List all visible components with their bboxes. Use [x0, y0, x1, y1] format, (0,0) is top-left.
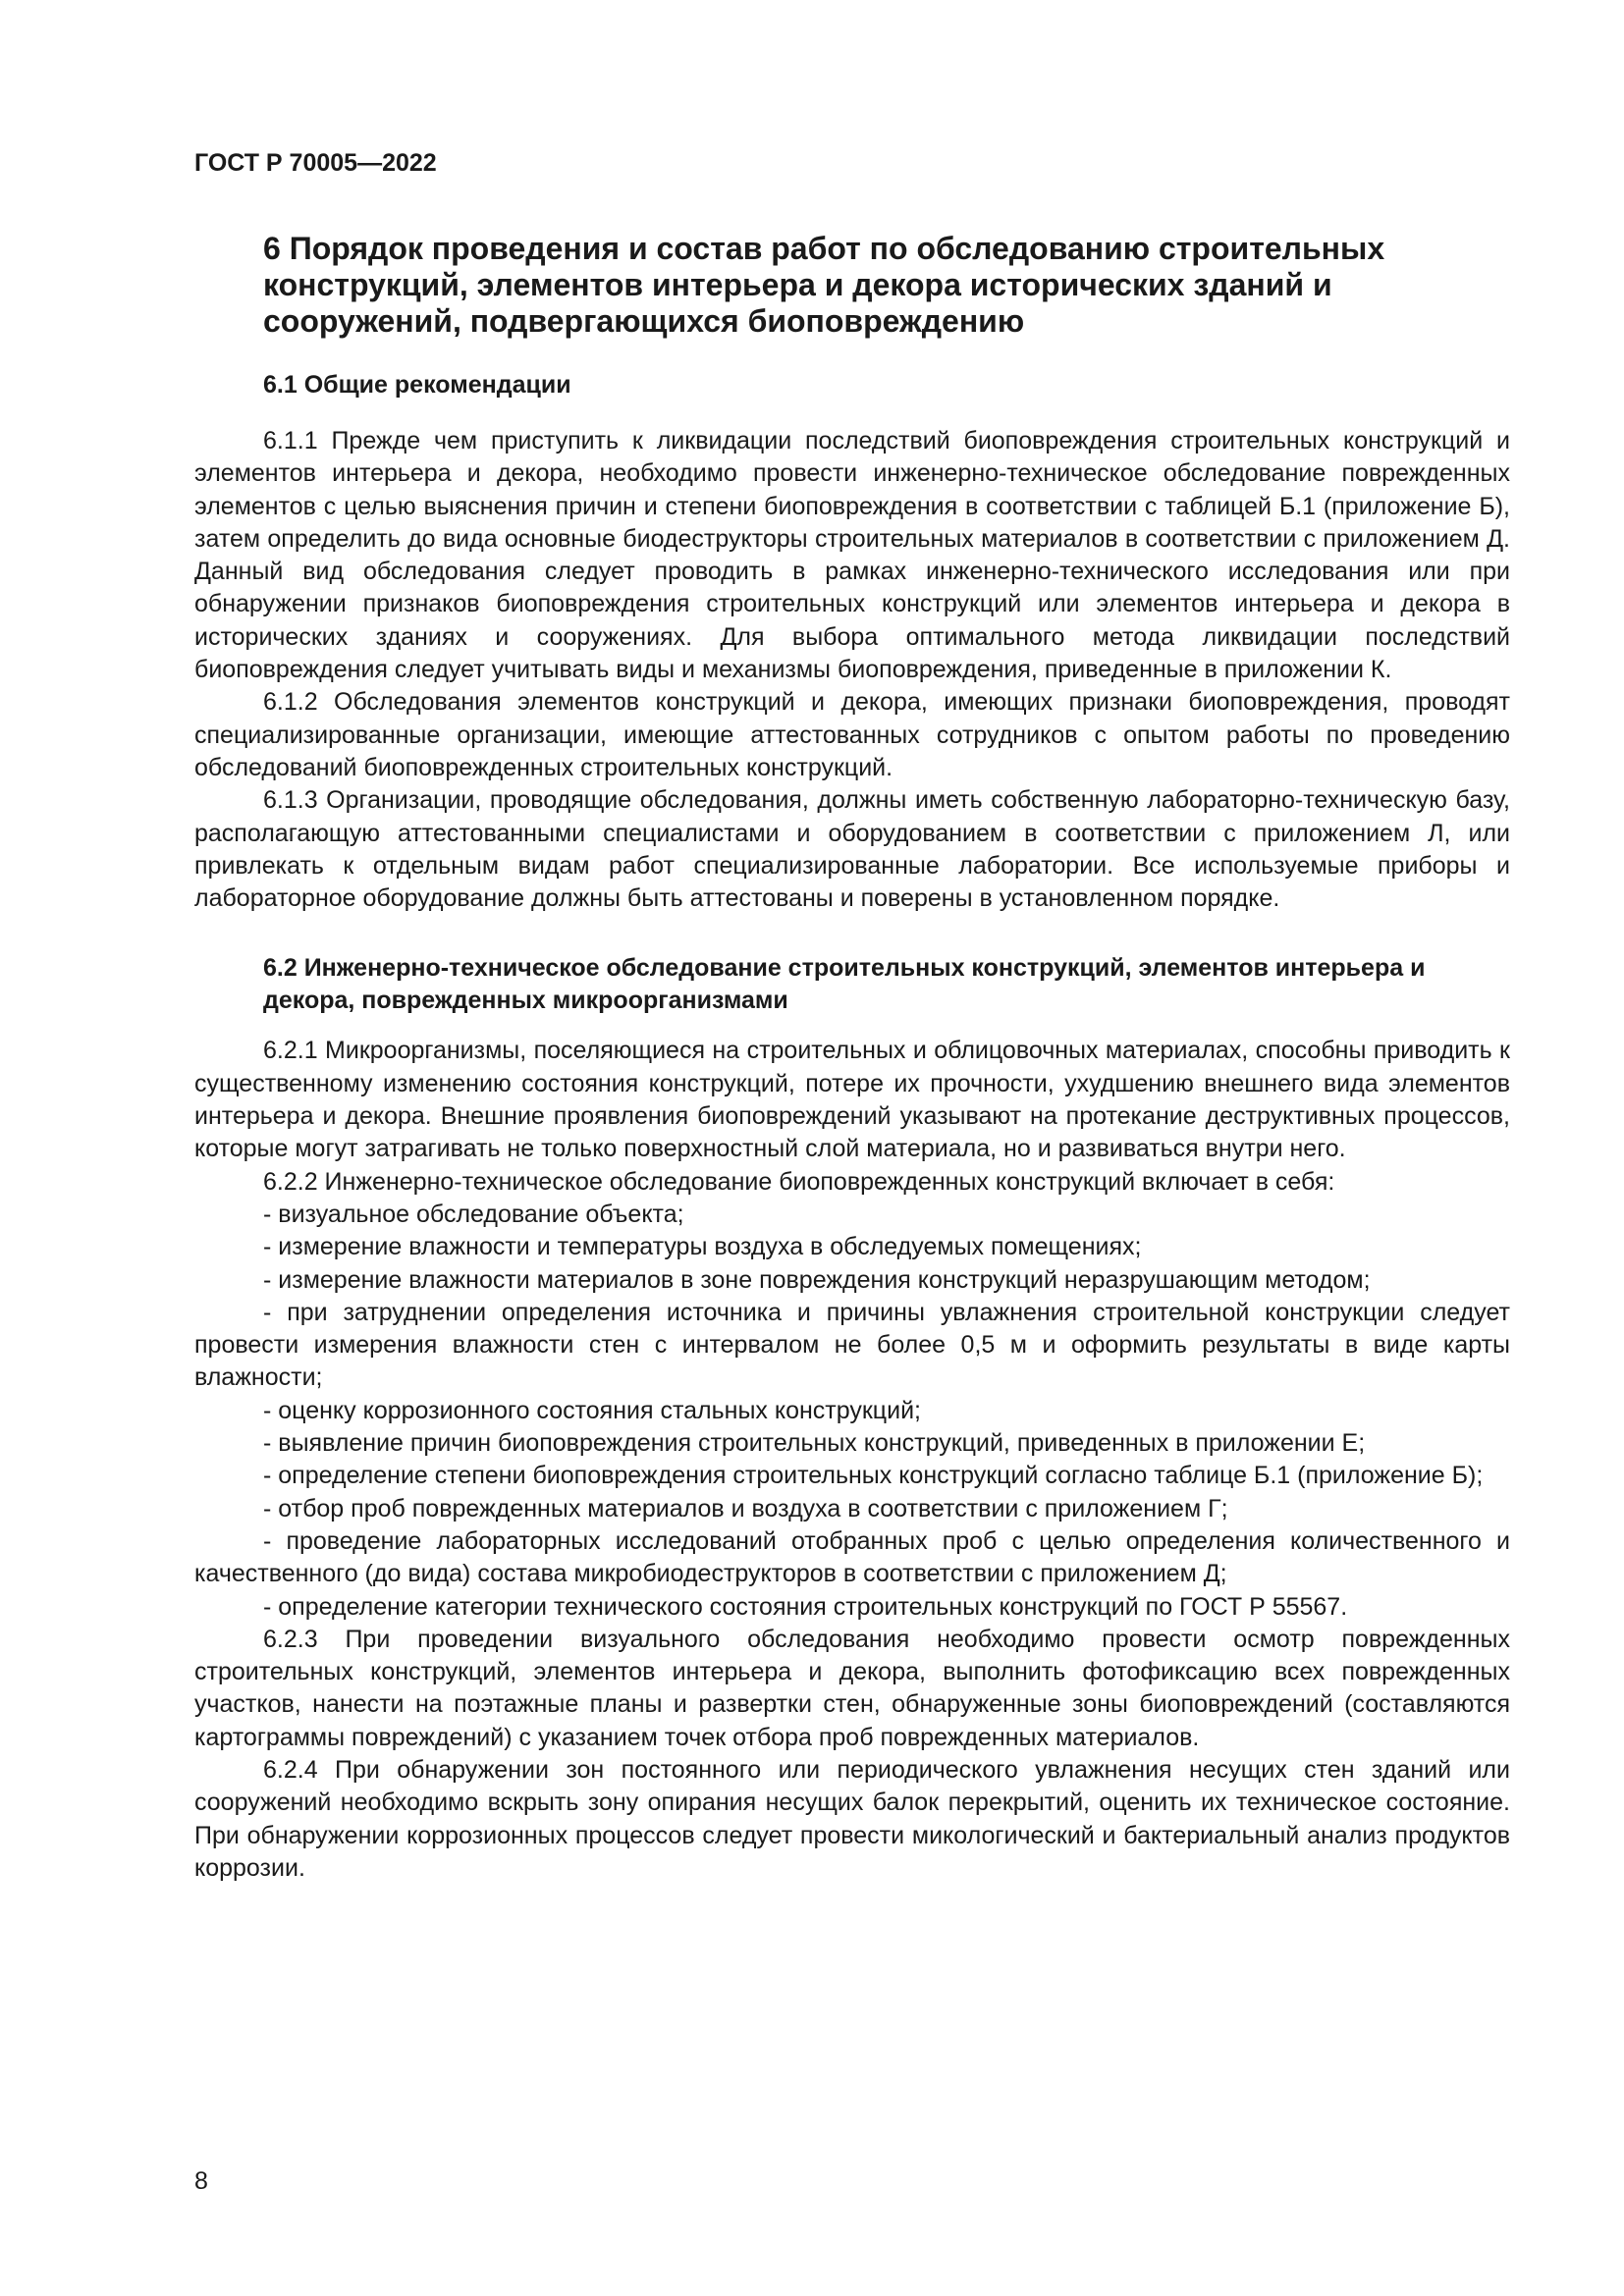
paragraph-6-2-1: 6.2.1 Микроорганизмы, поселяющиеся на строительных и облицовочных материалах, способны приводить к существенному изменению состояния конструкций, потере их прочности, ухудшению внешнего вида элементов интерьера и декора. Внешние проявления биоповреждений указывают на протекание деструктивных процессов, которые могут затрагивать не только поверхностный слой материала, но и развиваться внутри него. [194, 1037, 1510, 1163]
list-item: ‑ проведение лабораторных исследований отобранных проб с целью определения количественного и качественного (до вида) состава микробиодеструкторов в соответствии с приложением Д; [194, 1525, 1510, 1591]
section-6-title: 6 Порядок проведения и состав работ по обследованию строительных конструкций, элементов интерьера и декора исторических зданий и сооружений, подвергающихся биоповреждению [263, 231, 1385, 339]
dash-bullet [263, 1429, 278, 1457]
dash-bullet [263, 1462, 278, 1489]
list-item: ‑ визуальное обследование объекта; [194, 1199, 1510, 1231]
paragraph-6-1-3: 6.1.3 Организации, проводящие обследования, должны иметь собственную лабораторно-техническую базу, располагающую аттестованными специалистами и оборудованием в соответствии с приложением Л, или привлекать к отдельным видам работ специализированные лаборатории. Все используемые приборы и лабораторное оборудование должны быть аттестованы и поверены в установленном порядке. [194, 786, 1510, 913]
list-item: ‑ измерение влажности и температуры воздуха в обследуемых помещениях; [194, 1231, 1510, 1263]
page-number: 8 [194, 2167, 208, 2195]
list-item: ‑ при затруднении определения источника и причины увлажнения строительной конструкции следует провести измерения влажности стен с интервалом не более 0,5 м и оформить результаты в виде карты влажности; [194, 1297, 1510, 1395]
list-item: ‑ оценку коррозионного состояния стальных конструкций; [194, 1395, 1510, 1427]
subsection-6-2-title: 6.2 Инженерно-техническое обследование строительных конструкций, элементов интерьера и декора, поврежденных микроорганизмами [263, 954, 1426, 1015]
list-item: ‑ отбор проб поврежденных материалов и воздуха в соответствии с приложением Г; [194, 1493, 1510, 1525]
dash-bullet [263, 1397, 278, 1424]
document-code-header: ГОСТ Р 70005—2022 [194, 149, 437, 177]
dash-bullet [263, 1527, 286, 1555]
dash-bullet [263, 1495, 278, 1522]
document-page [194, 147, 1510, 1885]
paragraph-6-1-1: 6.1.1 Прежде чем приступить к ликвидации последствий биоповреждения строительных конструкций и элементов интерьера и декора, необходимо провести инженерно-техническое обследование поврежденных элементов с целью выяснения причин и степени биоповреждения в соответствии с таблицей Б.1 (приложение Б), затем определить до вида основные биодеструкторы строительных материалов в соответствии с приложением Д. Данный вид обследования следует проводить в рамках инженерно-технического исследования или при обнаружении признаков биоповреждения строительных конструкций или элементов интерьера и декора в исторических зданиях и сооружениях. Для выбора оптимального метода ликвидации последствий биоповреждения следует учитывать виды и механизмы биоповреждения, приведенные в приложении К. [194, 427, 1510, 684]
subsection-6-1-title: 6.1 Общие рекомендации [263, 371, 571, 399]
dash-bullet [263, 1299, 287, 1326]
list-item: ‑ выявление причин биоповреждения строительных конструкций, приведенных в приложении Е; [194, 1427, 1510, 1460]
list-item: ‑ измерение влажности материалов в зоне повреждения конструкций неразрушающим методом; [194, 1264, 1510, 1297]
paragraph-6-1-2: 6.1.2 Обследования элементов конструкций и декора, имеющих признаки биоповреждения, проводят специализированные организации, имеющие аттестованных сотрудников с опытом работы по проведению обследований биоповрежденных строительных конструкций. [194, 688, 1510, 781]
dash-bullet [263, 1593, 278, 1621]
dash-bullet [263, 1201, 278, 1228]
paragraph-6-2-3: 6.2.3 При проведении визуального обследования необходимо провести осмотр поврежденных строительных конструкций, элементов интерьера и декора, выполнить фотофиксацию всех поврежденных участков, нанести на поэтажные планы и развертки стен, обнаруженные зоны биоповреждений (составляются картограммы повреждений) с указанием точек отбора проб поврежденных материалов. [194, 1625, 1510, 1751]
dash-bullet [263, 1233, 278, 1260]
paragraph-6-2-2: 6.2.2 Инженерно-техническое обследование биоповрежденных конструкций включает в себя: [263, 1167, 1335, 1196]
list-item: ‑ определение категории технического состояния строительных конструкций по ГОСТ Р 55567. [194, 1591, 1510, 1624]
dash-bullet [263, 1266, 278, 1294]
paragraph-6-2-4: 6.2.4 При обнаружении зон постоянного или периодического увлажнения несущих стен зданий или сооружений необходимо вскрыть зону опирания несущих балок перекрытий, оценить их техническое состояние. При обнаружении коррозионных процессов следует провести микологический и бактериальный анализ продуктов коррозии. [194, 1755, 1510, 1882]
list-item: ‑ определение степени биоповреждения строительных конструкций согласно таблице Б.1 (приложение Б); [194, 1460, 1510, 1492]
survey-steps-list [194, 1199, 1510, 1624]
